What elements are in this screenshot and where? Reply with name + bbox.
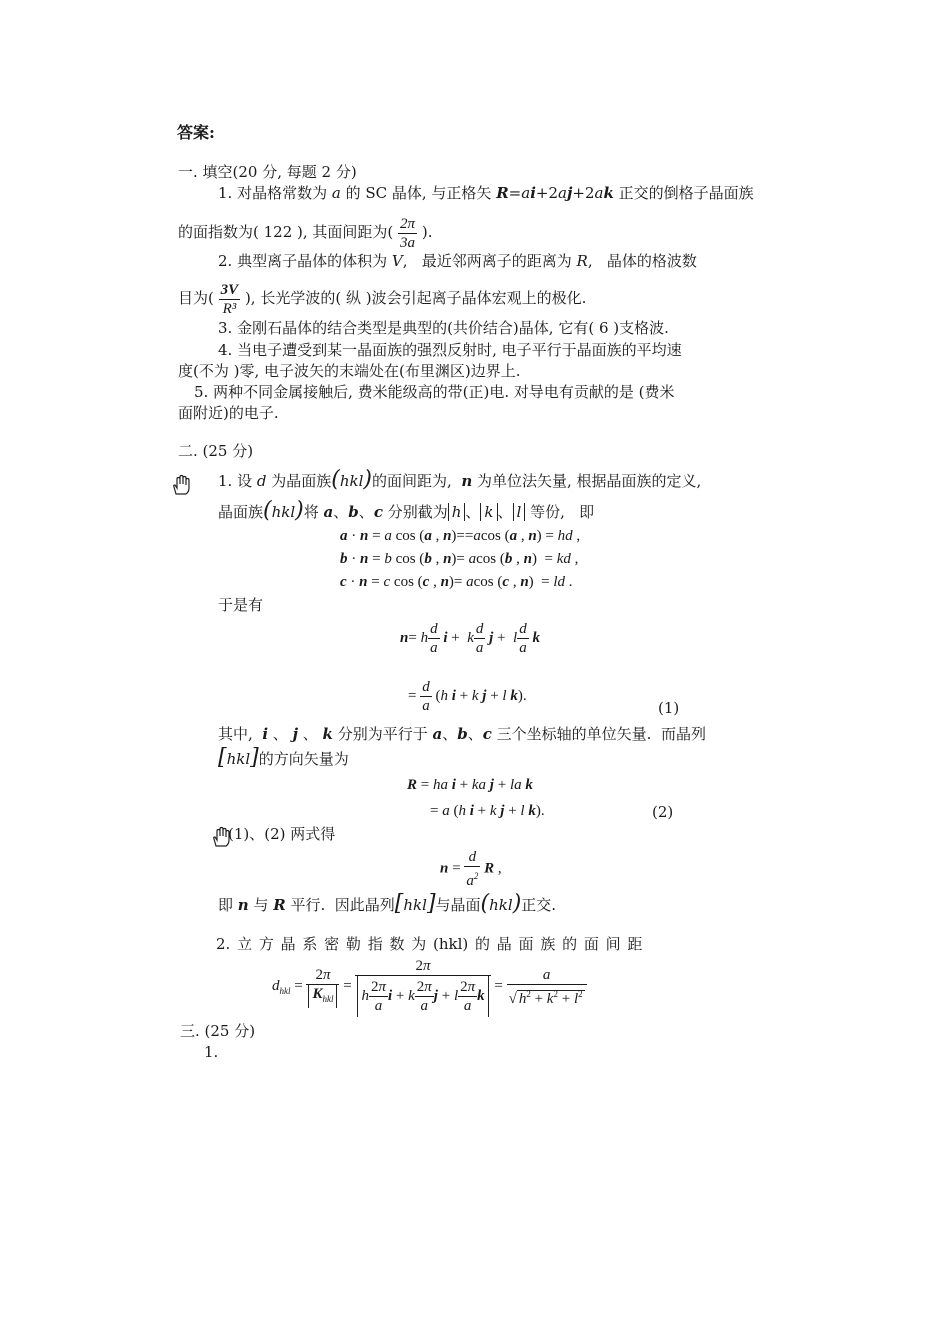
q2-line-a: 2. 典型离子晶体的体积为 V, 最近邻两离子的距离为 R, 晶体的格波数 [218,252,697,270]
p5-line: 2. 立 方 晶 系 密 勒 指 数 为 (hkl) 的 晶 面 族 的 面 间 距 [216,935,643,953]
p2-line-a: 其中, i 、 j 、 k 分别为平行于 a、b、c 三个坐标轴的单位矢量. 而晶列 [218,725,706,743]
eq-a-dot-n: a · n = a cos (a , n)==acos (a , n) = hd , [340,528,581,544]
q2-fraction [219,281,241,318]
p1-line-b: 晶面族(hkl)将 a、b、c 分别截为 h 、 k 、 l 等份, 即 [218,498,595,523]
eq-n-compact: = $\frac{d}{a}$ (h i + k j + l k). [408,679,527,715]
q1-line-a: 1. 对晶格常数为 a 的 SC 晶体, 与正格矢 R=ai+2aj+2ak 正交的倒格子晶面族 [218,184,754,202]
section2-heading: 二. (25 分) [178,442,254,460]
section1-heading: 一. 填空(20 分, 每题 2 分) [178,163,357,181]
eq-R-expansion: R = ha i + ka j + la k [407,777,533,793]
q1-line-b [178,212,432,252]
hand-cursor-icon [170,474,192,496]
eq-n-R: n = $\frac{d}{a^2}$ R , [440,849,502,889]
q5-line-a: 5. 两种不同金属接触后, 费米能级高的带(正)电. 对导电有贡献的是 (费米 [194,383,675,401]
p3-line: (1)、(2) 两式得 [228,825,336,843]
yushi-text: 于是有 [218,596,264,614]
q2-text-post: ), 长光学波的( 纵 )波会引起离子晶体宏观上的极化. [244,289,587,307]
answer-title: 答案: [177,123,215,142]
q2-line-b [178,278,586,318]
q1-frac-den: 3a [400,234,416,251]
eq-d-hkl: $d_{hkl}$ = $\frac{2\pi}{K_{hkl}}$ = 2π h $\frac{2\pi}{a}$ i + k $\frac{2\pi}{a}$ j + l $\frac{2\pi}{a}$ k = $\frac{a}{√ h^2 + k^2 + l^2}$ [272,956,587,1021]
q1-frac-num: 2π [400,215,416,232]
q1-text-post: ). [421,223,433,241]
eq-R-compact: = a (h i + k j + l k). [430,803,545,819]
eq-n-expansion: n= h $\frac{d}{a}$ i + k $\frac{d}{a}$ j + l $\frac{d}{a}$ k [400,621,540,657]
eq-b-dot-n: b · n = b cos (b , n)= acos (b , n) = kd , [340,551,579,567]
q3-line: 3. 金刚石晶体的结合类型是典型的(共价结合)晶体, 它有( 6 )支格波. [218,319,669,337]
p1-line-a: 1. 设 d 为晶面族(hkl)的面间距为, n 为单位法矢量, 根据晶面族的定义, [218,467,702,492]
q5-line-b: 面附近)的电子. [178,404,279,422]
q2-text-pre: 目为( [178,289,214,307]
p2-line-b: [hkl]的方向矢量为 [218,745,349,770]
q4-line-a: 4. 当电子遭受到某一晶面族的强烈反射时, 电子平行于晶面族的平均速 [218,341,682,359]
equation-number-2: (2) [652,803,674,821]
eq-c-dot-n: c · n = c cos (c , n)= acos (c , n) = ld . [340,574,573,590]
q4-line-b: 度(不为 )零, 电子波矢的末端处在(布里渊区)边界上. [178,362,521,380]
q2-frac-num: 3V [220,281,239,298]
section3-item-1: 1. [204,1043,219,1061]
section3-heading: 三. (25 分) [180,1022,256,1040]
p4-line: 即 n 与 R 平行. 因此晶列[hkl]与晶面(hkl)正交. [218,891,557,916]
q1-fraction [398,215,417,252]
q1-text-pre: 的面指数为( 122 ), 其面间距为( [178,223,394,241]
q2-frac-den: R³ [222,300,237,317]
equation-number-1: (1) [658,699,680,717]
